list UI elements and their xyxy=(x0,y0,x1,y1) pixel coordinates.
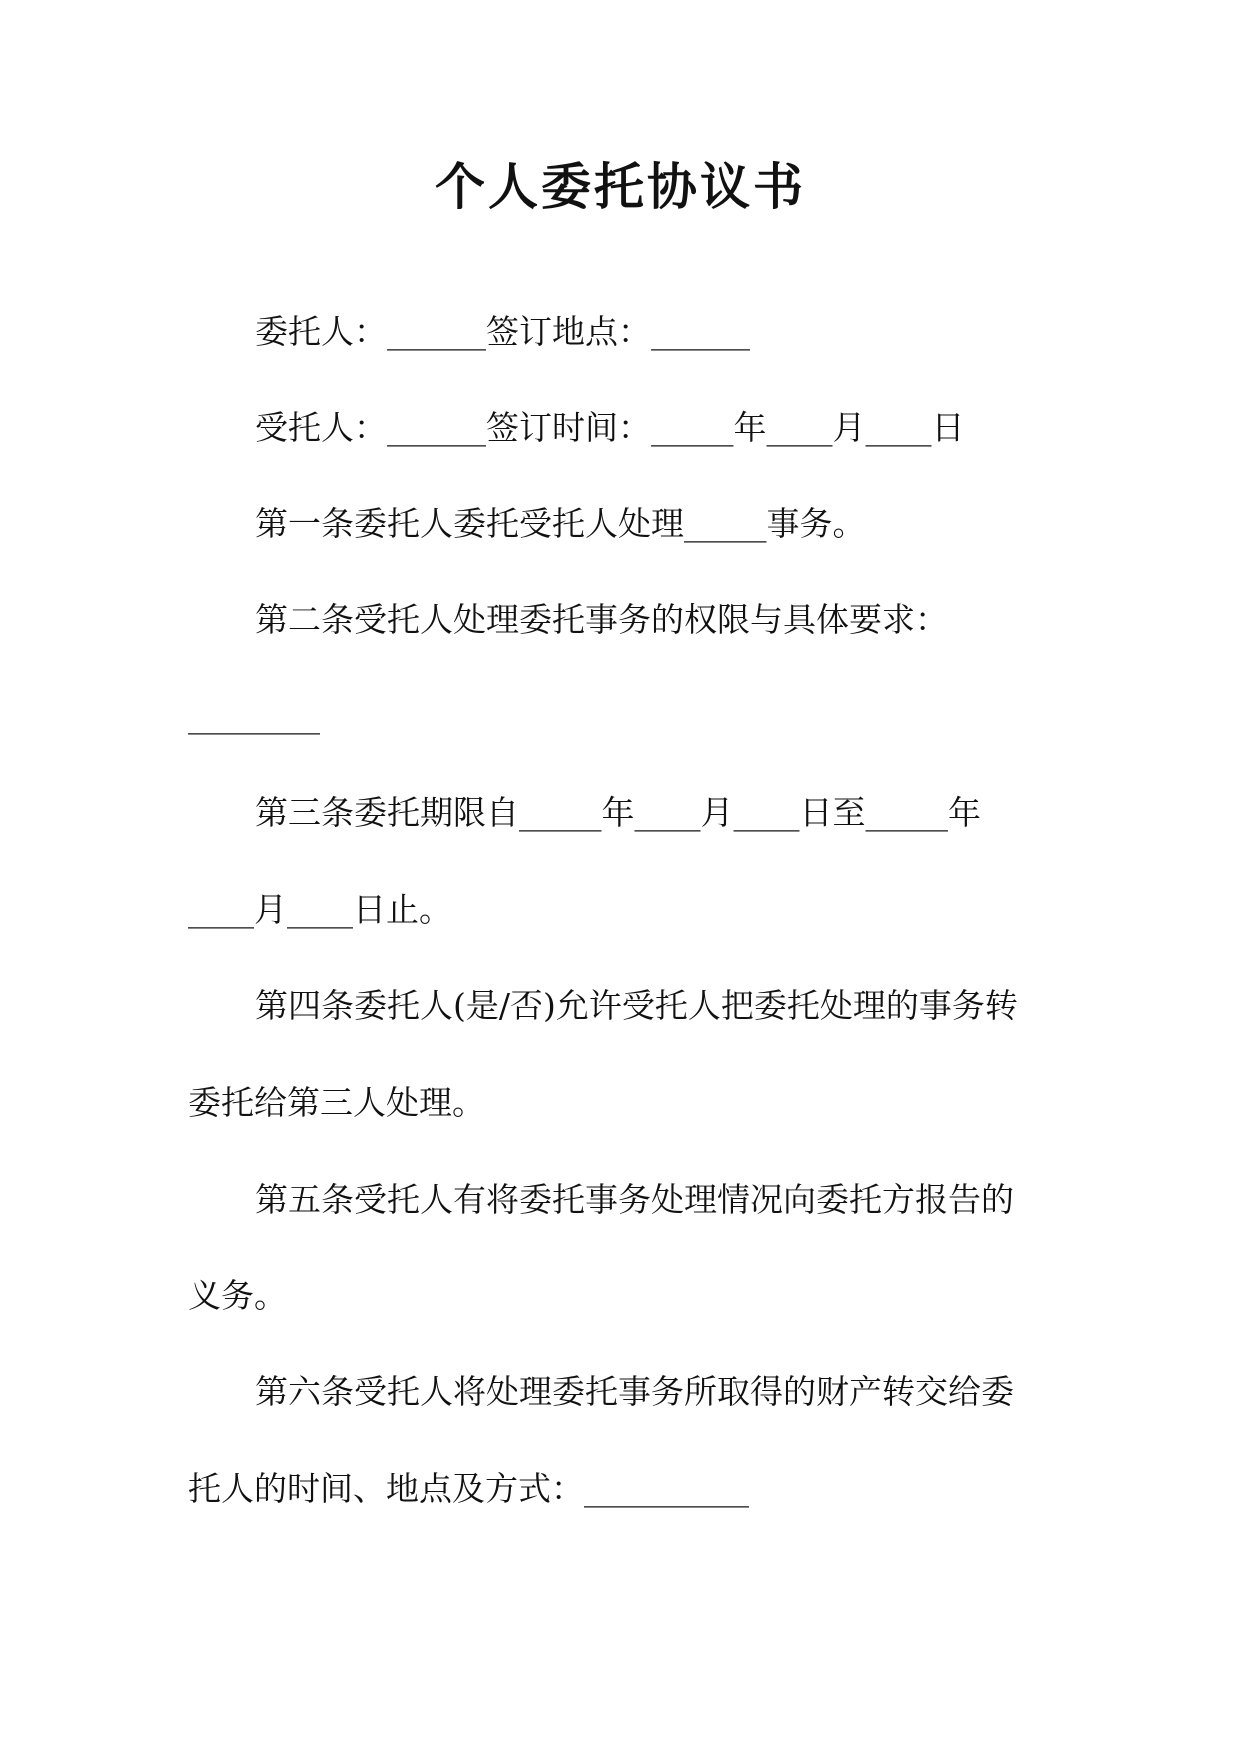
clause-line-article-3-cont: ____月____日止。 xyxy=(188,890,452,929)
clause-line-article-2: 第二条受托人处理委托事务的权限与具体要求： xyxy=(255,600,948,639)
document-title: 个人委托协议书 xyxy=(435,157,806,216)
clause-line-article-5: 第五条受托人有将委托事务处理情况向委托方报告的 xyxy=(255,1180,1014,1219)
clause-line-article-4-cont: 委托给第三人处理。 xyxy=(188,1083,485,1122)
clause-line-agent: 受托人：______签订时间：_____年____月____日 xyxy=(255,408,965,447)
clause-line-article-3: 第三条委托期限自_____年____月____日至_____年 xyxy=(255,793,981,832)
clause-line-principal: 委托人：______签订地点：______ xyxy=(255,312,750,351)
clause-line-article-4: 第四条委托人(是/否)允许受托人把委托处理的事务转 xyxy=(255,986,1018,1025)
clause-line-article-1: 第一条委托人委托受托人处理_____事务。 xyxy=(255,504,866,543)
clause-line-article-5-cont: 义务。 xyxy=(188,1276,287,1315)
clause-line-article-2-blank: ________ xyxy=(188,696,320,735)
clause-line-article-6-cont: 托人的时间、地点及方式：__________ xyxy=(188,1469,749,1508)
clause-line-article-6: 第六条受托人将处理委托事务所取得的财产转交给委 xyxy=(255,1372,1014,1411)
